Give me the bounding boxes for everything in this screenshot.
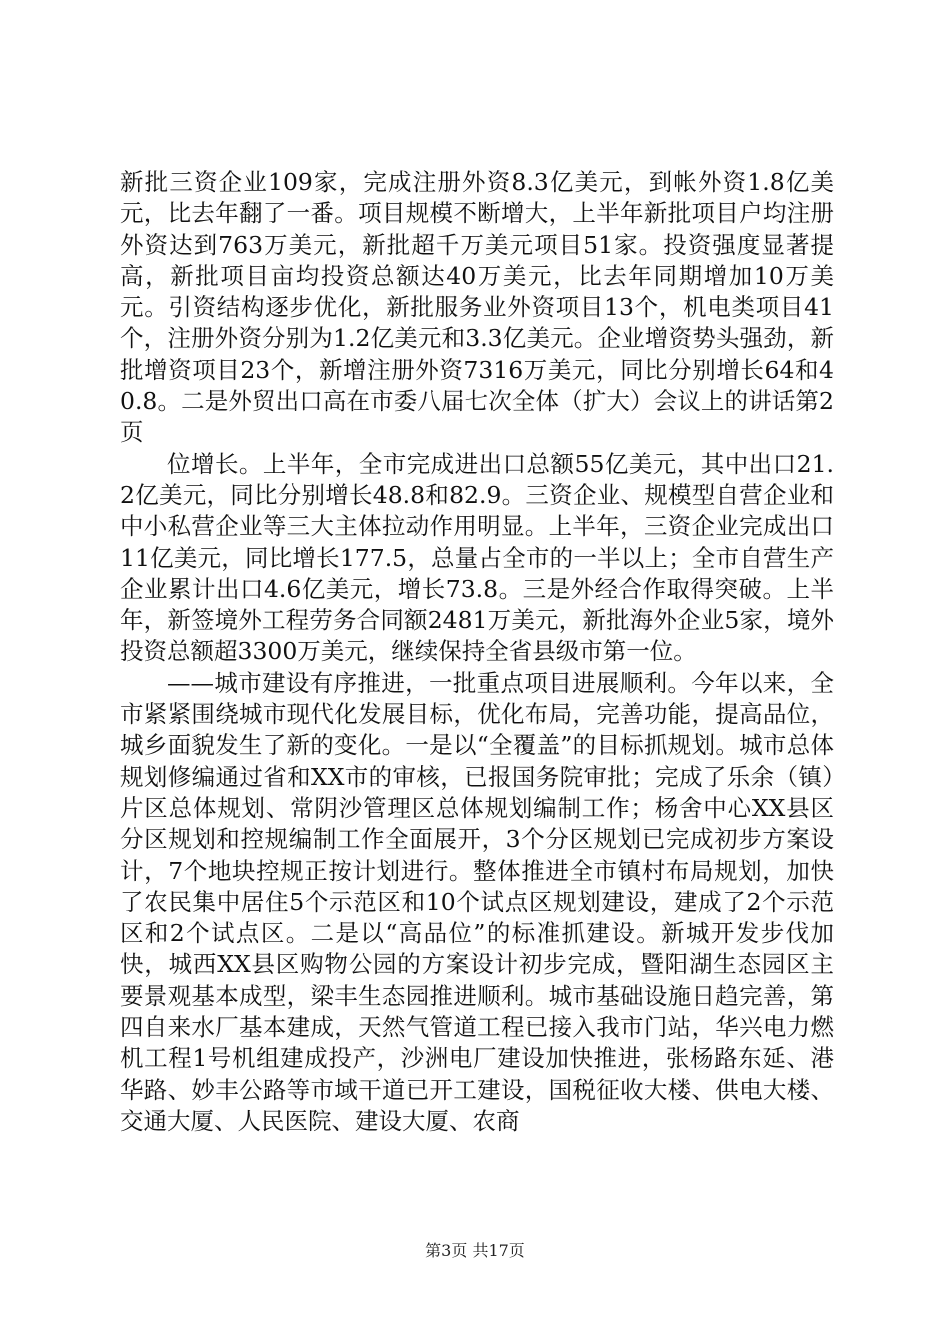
document-body — [120, 167, 834, 1137]
page-footer — [0, 1241, 950, 1261]
paragraph-1: 新批三资企业109家，完成注册外资8.3亿美元，到帐外资1.8亿美元，比去年翻了一番。项目规模不断增大，上半年新批项目户均注册外资达到763万美元，新批超千万美元项目51家。投资强度显著提高，新批项目亩均投资总额达40万美元，比去年同期增加10万美元。引资结构逐步优化，新批服务业外资项目13个，机电类项目41个，注册外资分别为1.2亿美元和3.3亿美元。企业增资势头强劲，新批增资项目23个，新增注册外资7316万美元，同比分别增长64和40.8。二是外贸出口高在市委八届七次全体（扩大）会议上的讲话第2页 — [120, 168, 834, 447]
paragraph-3: ——城市建设有序推进，一批重点项目进展顺利。今年以来，全市紧紧围绕城市现代化发展目标，优化布局，完善功能，提高品位，城乡面貌发生了新的变化。一是以“全覆盖”的目标抓规划。城市总体规划修编通过省和XX市的审核，已报国务院审批；完成了乐余（镇）片区总体规划、常阴沙管理区总体规划编制工作；杨舍中心XX县区分区规划和控规编制工作全面展开，3个分区规划已完成初步方案设计，7个地块控规正按计划进行。整体推进全市镇村布局规划，加快了农民集中居住5个示范区和10个试点区规划建设，建成了2个示范区和2个试点区。二是以“高品位”的标准抓建设。新城开发步伐加快，城西XX县区购物公园的方案设计初步完成，暨阳湖生态园区主要景观基本成型，梁丰生态园推进顺利。城市基础设施日趋完善，第四自来水厂基本建成，天然气管道工程已接入我市门站，华兴电力燃机工程1号机组建成投产，沙洲电厂建设加快推进，张杨路东延、港华路、妙丰公路等市域干道已开工建设，国税征收大楼、供电大楼、交通大厦、人民医院、建设大厦、农商 — [120, 668, 834, 1135]
paragraph-2: 位增长。上半年，全市完成进出口总额55亿美元，其中出口21.2亿美元，同比分别增长48.8和82.9。三资企业、规模型自营企业和中小私营企业等三大主体拉动作用明显。上半年，三资企业完成出口11亿美元，同比增长177.5，总量占全市的一半以上；全市自营生产企业累计出口4.6亿美元，增长73.8。三是外经合作取得突破。上半年，新签境外工程劳务合同额2481万美元，新批海外企业5家，境外投资总额超3300万美元，继续保持全省县级市第一位。 — [120, 449, 834, 666]
page-number-label: 第3页 共17页 — [425, 1241, 525, 1260]
